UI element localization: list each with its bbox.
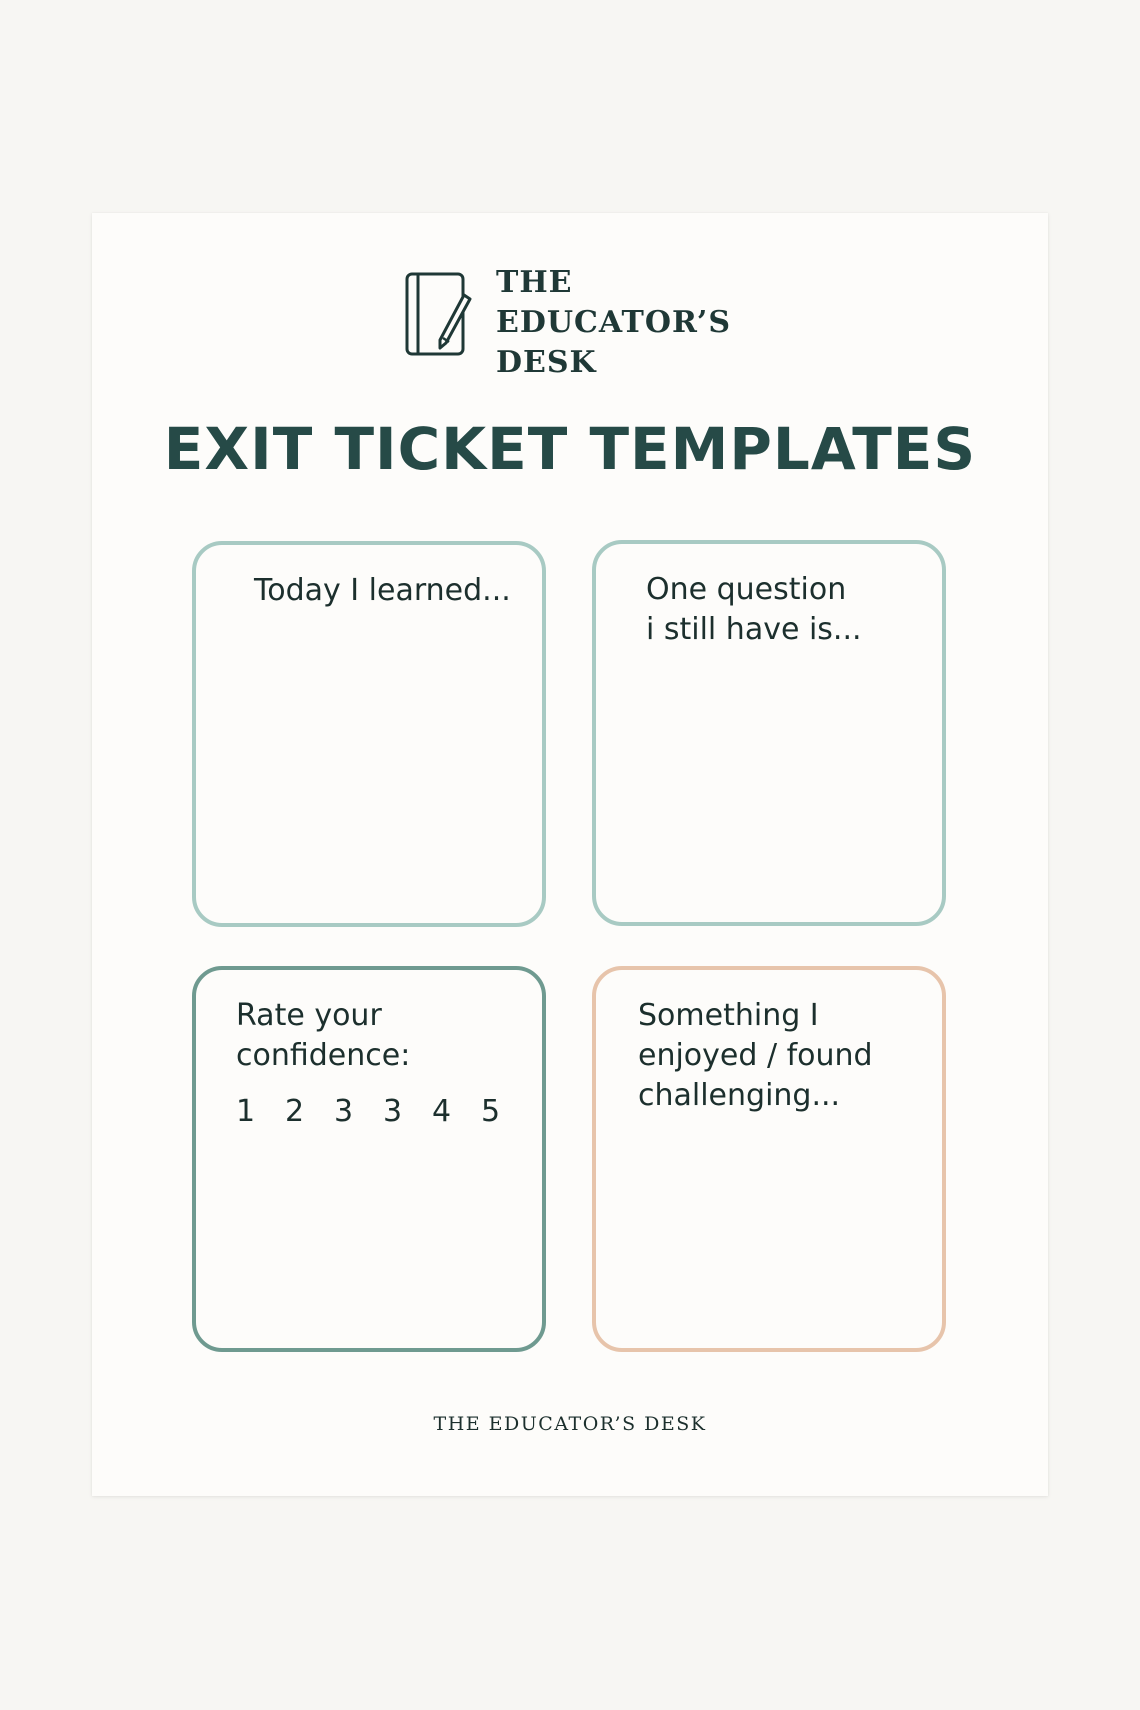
prompt-line: Today I learned... [254, 573, 511, 608]
brand-name [496, 263, 731, 383]
brand-name-line: THE [496, 265, 573, 300]
scale-value: 1 [236, 1094, 256, 1129]
card-prompt [646, 570, 862, 650]
brand-logo [404, 263, 731, 383]
brand-name-line: EDUCATOR’S [496, 305, 731, 340]
card-today-learned [192, 541, 546, 927]
card-prompt [254, 571, 511, 611]
notebook-pencil-icon [404, 271, 474, 359]
worksheet-page [92, 213, 1048, 1496]
scale-value: 4 [432, 1094, 452, 1129]
card-enjoyed-challenging [592, 966, 946, 1352]
scale-value: 3 [334, 1094, 354, 1129]
prompt-line: One question [646, 572, 847, 607]
scale-value: 5 [481, 1094, 501, 1129]
scale-value: 2 [285, 1094, 305, 1129]
prompt-line: Something I [638, 998, 819, 1033]
page-title: EXIT TICKET TEMPLATES [163, 415, 977, 483]
confidence-scale [236, 1092, 530, 1132]
card-one-question [592, 540, 946, 926]
prompt-line: enjoyed / found [638, 1038, 873, 1073]
prompt-line: challenging... [638, 1078, 841, 1113]
scale-value: 3 [383, 1094, 403, 1129]
prompt-line: confidence: [236, 1038, 411, 1073]
footer-brand: THE EDUCATOR’S DESK [433, 1413, 707, 1435]
card-prompt [638, 996, 873, 1116]
card-prompt [236, 996, 410, 1076]
brand-name-line: DESK [496, 345, 597, 380]
card-rate-confidence [192, 966, 546, 1352]
prompt-line: i still have is... [646, 612, 862, 647]
prompt-line: Rate your [236, 998, 382, 1033]
